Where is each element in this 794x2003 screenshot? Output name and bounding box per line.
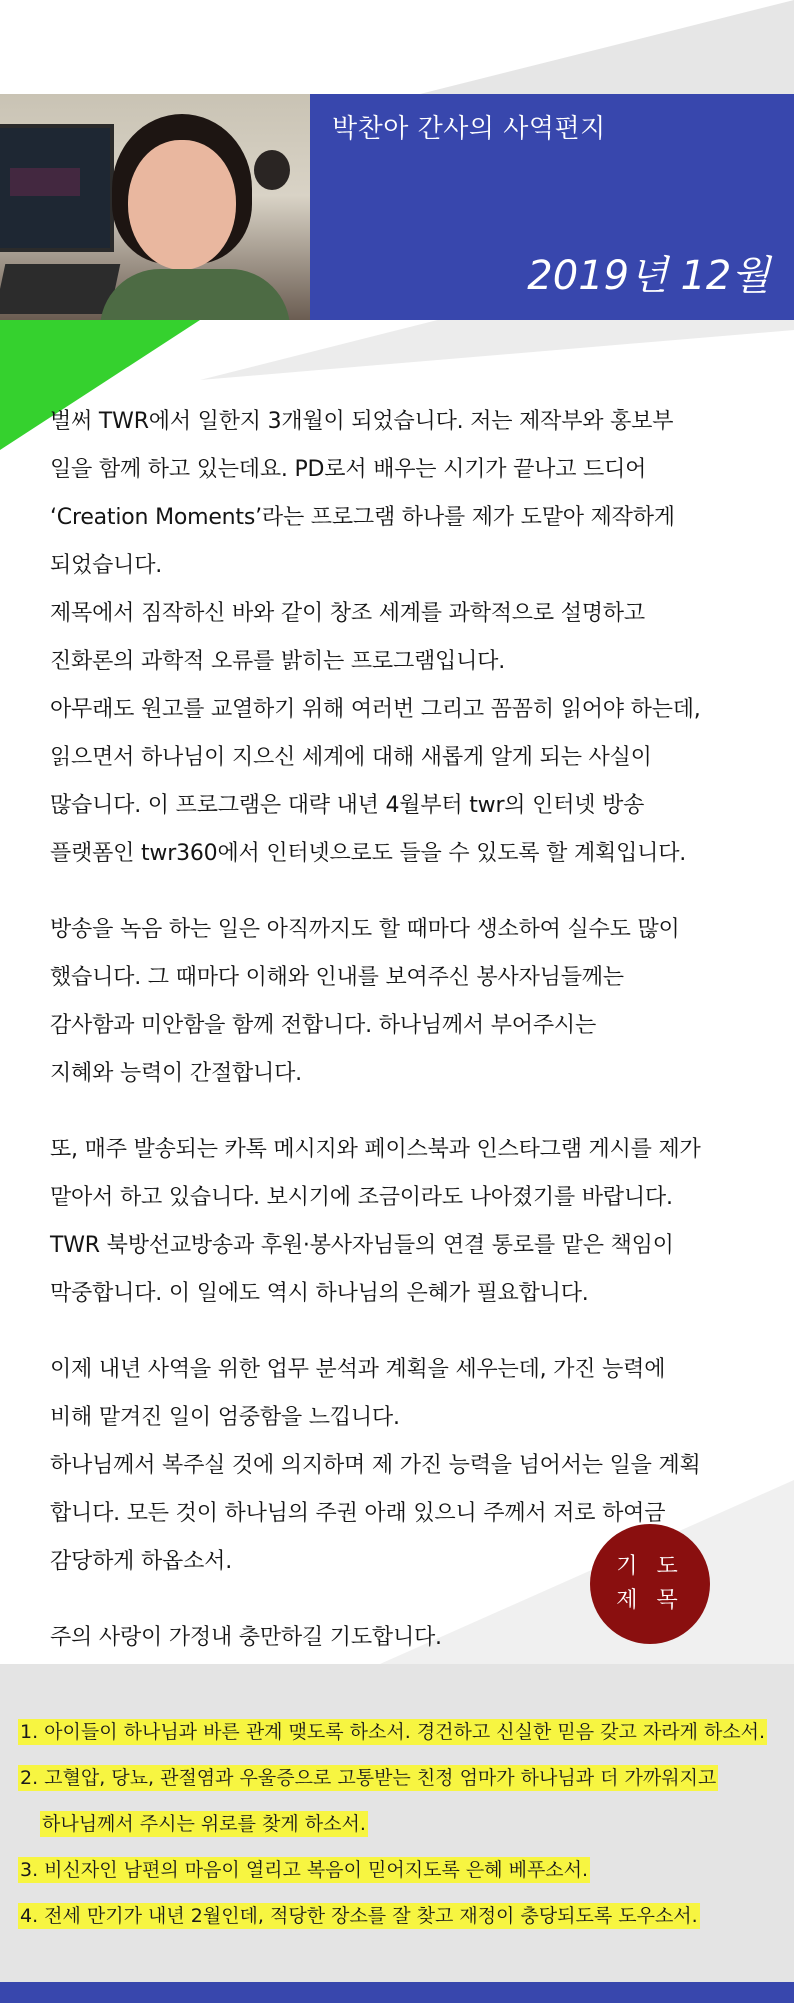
letter-header <box>0 94 794 320</box>
title-band <box>310 94 794 320</box>
letter-body <box>50 398 760 1690</box>
background-person-shape <box>254 150 290 190</box>
letter-paragraph: 이제 내년 사역을 위한 업무 분석과 계획을 세우는데, 가진 능력에 비해 맡겨진 일이 엄중함을 느낍니다. 하나님께서 복주실 것에 의지하며 제 가진 능력을 넘어서는 일을 계획 합니다. 모든 것이 하나님의 주권 아래 있으니 주께서 저로 하여금 감당하게 하옵소서. <box>50 1357 701 1574</box>
prayer-item <box>18 1716 767 1748</box>
badge-line-1: 기 도 <box>616 1554 684 1579</box>
footer-bar <box>0 1982 794 2003</box>
prayer-item-text: 1. 아이들이 하나님과 바른 관계 맺도록 하소서. 경건하고 신실한 믿음 갖고 자라게 하소서. <box>20 1721 766 1743</box>
prayer-item-text: 4. 전세 만기가 내년 2월인데, 적당한 장소를 잘 찾고 재정이 충당되도록 도우소서. <box>20 1905 698 1927</box>
badge-line-2: 제 목 <box>616 1588 684 1613</box>
prayer-item <box>18 1854 590 1886</box>
letter-closing: 주의 사랑이 가정내 충만하길 기도합니다. <box>50 1625 442 1650</box>
letter-title: 박찬아 간사의 사역편지 <box>332 114 606 144</box>
prayer-requests-section <box>0 1664 794 1982</box>
prayer-item-text: 하나님께서 주시는 위로를 찾게 하소서. <box>42 1813 366 1835</box>
prayer-item-continuation <box>18 1808 368 1840</box>
top-gray-triangle <box>420 0 794 94</box>
letter-paragraph: 벌써 TWR에서 일한지 3개월이 되었습니다. 저는 제작부와 홍보부 일을 함께 하고 있는데요. PD로서 배우는 시기가 끝나고 드디어 ‘Creation Moments’라는 프로그램 하나를 제가 도맡아 제작하게 되었습니다. 제목에서 짐작하신 바와 같이 창조 세계를 과학적으로 설명하고 진화론의 과학적 오류를 밝히는 프로그램입니다. 아무래도 원고를 교열하기 위해 여러번 그리고 꼼꼼히 읽어야 하는데, 읽으면서 하나님이 지으신 세계에 대해 새롭게 알게 되는 사실이 많습니다. 이 프로그램은 대략 내년 4월부터 twr의 인터넷 방송 플랫폼인 twr360에서 인터넷으로도 들을 수 있도록 할 계획입니다. <box>50 409 701 866</box>
prayer-item <box>18 1762 718 1794</box>
letter-paragraph: 방송을 녹음 하는 일은 아직까지도 할 때마다 생소하여 실수도 많이 했습니다. 그 때마다 이해와 인내를 보여주신 봉사자님들께는 감사함과 미안함을 함께 전합니다. 하나님께서 부어주시는 지혜와 능력이 간절합니다. <box>50 917 680 1086</box>
letter-paragraph: 또, 매주 발송되는 카톡 메시지와 페이스북과 인스타그램 게시를 제가 맡아서 하고 있습니다. 보시기에 조금이라도 나아졌기를 바랍니다. TWR 북방선교방송과 후원·봉사자님들의 연결 통로를 맡은 책임이 막중합니다. 이 일에도 역시 하나님의 은혜가 필요합니다. <box>50 1137 701 1306</box>
prayer-item-text: 3. 비신자인 남편의 마음이 열리고 복음이 믿어지도록 은혜 베푸소서. <box>20 1859 589 1881</box>
prayer-list <box>18 1716 788 1946</box>
prayer-item-text: 2. 고혈압, 당뇨, 관절염과 우울증으로 고통받는 친정 엄마가 하나님과 더 가까워지고 <box>20 1767 717 1789</box>
body-shape <box>100 269 290 320</box>
monitor-shape <box>0 124 114 252</box>
prayer-topics-badge <box>590 1524 710 1644</box>
staff-photo <box>0 94 310 320</box>
prayer-item <box>18 1900 700 1932</box>
letter-date: 2019년 12월 <box>527 253 770 299</box>
face-shape <box>128 140 236 270</box>
keyboard-shape <box>0 264 120 314</box>
